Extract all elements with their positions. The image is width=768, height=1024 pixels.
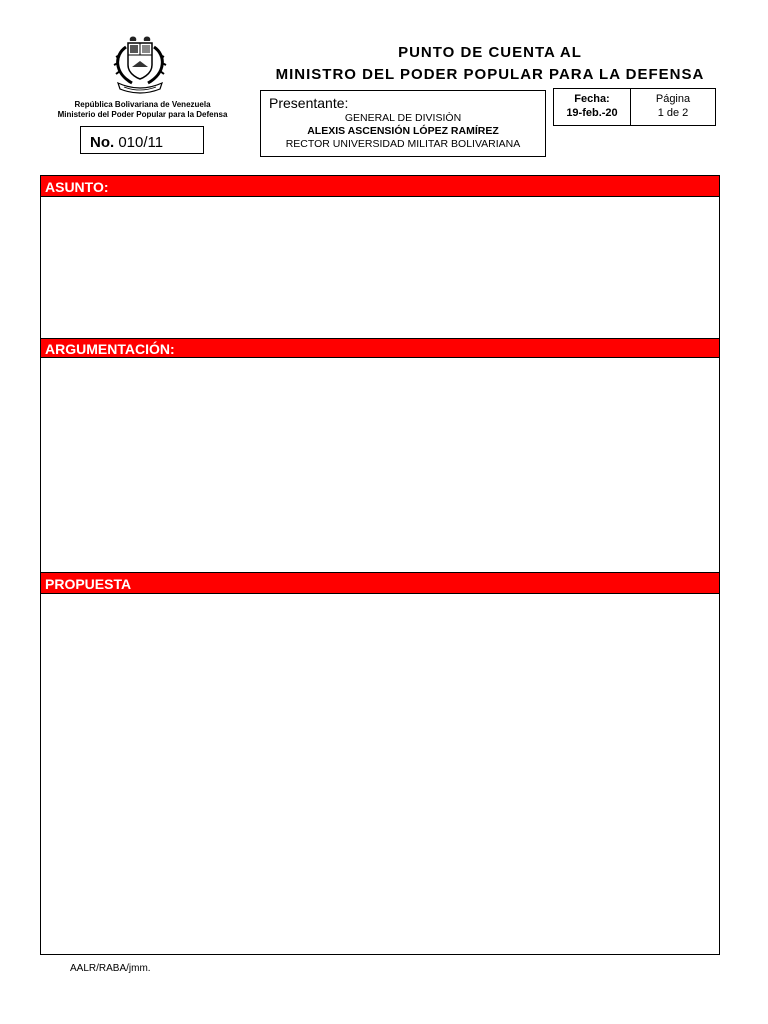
institution-name: [40, 100, 245, 120]
title-line-1: PUNTO DE CUENTA AL: [398, 44, 582, 61]
argumentacion-content-area: [41, 358, 719, 572]
document-title: [250, 42, 730, 86]
title-line-2: MINISTRO DEL PODER POPULAR PARA LA DEFENSA: [275, 66, 705, 83]
section-header-propuesta: PROPUESTA: [41, 572, 719, 594]
document-number-label: No.: [90, 134, 115, 151]
date-value: 19-feb.-20: [566, 107, 618, 119]
date-label: Fecha:: [574, 93, 610, 105]
presenter-label: Presentante:: [269, 95, 349, 111]
propuesta-content-area: [41, 594, 719, 954]
section-header-asunto: ASUNTO:: [41, 175, 719, 197]
presenter-box: [260, 90, 546, 157]
page-cell: [631, 89, 715, 125]
presenter-position: RECTOR UNIVERSIDAD MILITAR BOLIVARIANA: [285, 138, 521, 150]
institution-line-2: Ministerio del Poder Popular para la Defensa: [57, 110, 228, 119]
document-number-box: [80, 126, 204, 154]
page-label: Página: [655, 93, 691, 105]
footer-initials: AALR/RABA/jmm.: [70, 963, 151, 974]
page-value: 1 de 2: [657, 107, 689, 119]
presenter-name: ALEXIS ASCENSIÓN LÓPEZ RAMÍREZ: [307, 125, 499, 137]
presenter-rank: GENERAL DE DIVISIÒN: [344, 112, 462, 124]
institution-line-1: República Bolivariana de Venezuela: [74, 100, 211, 109]
date-cell: [554, 89, 631, 125]
document-number-value: 010/11: [118, 134, 164, 151]
date-page-box: [553, 88, 716, 126]
asunto-content-area: [41, 198, 719, 338]
coat-of-arms-icon: [108, 35, 172, 97]
section-header-argumentacion: ARGUMENTACIÓN:: [41, 338, 719, 358]
content-box: [40, 175, 720, 955]
